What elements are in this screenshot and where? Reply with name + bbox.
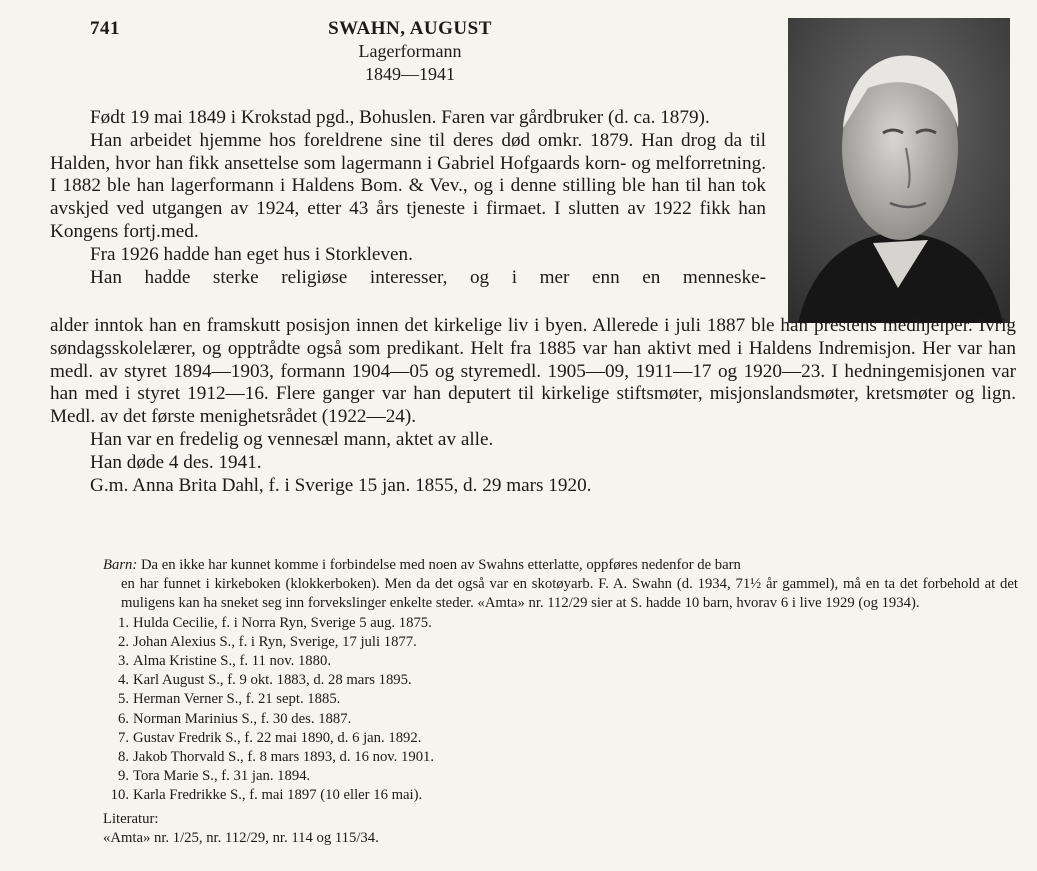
paragraph-religion: alder inntok han en framskutt posisjon innen det kirkelige liv i byen. Allerede i juli 1887 ble han prestens medhjelper. Ivrig søndagsskolelærer, og opptrådte også som predikant. Helt fra 1885 var han aktivt med i Haldens Indremisjon. Her var han medl. av styret 1894—1903, formann 1904—05 og styremedl. 1905—09, 1911—17 og 1920—23. I hedningemisjonen var han med i styret 1912—16. Flere ganger var han deputert til kirkelige stiftsmøter, misjonslandsmøter, kretsmøter og lign. Medl. av det første menighetsrådet (1922—24). bbox=[50, 315, 1016, 428]
list-item-number: 6. bbox=[117, 710, 129, 727]
list-item-number: 8. bbox=[117, 749, 129, 766]
biography-upper bbox=[50, 107, 766, 289]
list-item-text: Karl August S., f. 9 okt. 1883, d. 28 mars 1895. bbox=[133, 672, 412, 689]
paragraph-character: Han var en fredelig og vennesæl mann, aktet av alle. bbox=[90, 428, 494, 450]
list-item bbox=[103, 614, 1018, 633]
paragraph-death: Han døde 4 des. 1941. bbox=[90, 451, 262, 473]
list-item-text: Karla Fredrikke S., f. mai 1897 (10 eller 16 mai). bbox=[133, 787, 423, 804]
list-item-text: Johan Alexius S., f. i Ryn, Sverige, 17 juli 1877. bbox=[133, 633, 417, 650]
person-name: SWAHN, AUGUST bbox=[328, 18, 492, 39]
list-item-number: 1. bbox=[117, 614, 129, 631]
list-item-text: Alma Kristine S., f. 11 nov. 1880. bbox=[133, 653, 331, 670]
life-years: 1849—1941 bbox=[365, 64, 455, 84]
list-item-text: Gustav Fredrik S., f. 22 mai 1890, d. 6 jan. 1892. bbox=[133, 729, 422, 746]
paragraph-house: Fra 1926 hadde han eget hus i Storkleven. bbox=[90, 243, 413, 265]
barn-label: Barn: bbox=[103, 557, 138, 573]
barn-note-rest: en har funnet i kirkeboken (klokkerboken). Men da det også var en skotøyarb. F. A. Swahn (d. 1934, 71½ år gammel), må en ta det forbehold at det muligens kan ha sneket seg inn forvekslinger enkelte steder. «Amta» nr. 112/29 sier at S. hadde 10 barn, hvorav 6 i live 1929 (og 1934). bbox=[121, 576, 1018, 612]
children-list bbox=[103, 614, 1018, 806]
list-item-number: 2. bbox=[117, 633, 129, 650]
list-item-number: 4. bbox=[117, 672, 129, 689]
occupation: Lagerformann bbox=[358, 41, 462, 61]
list-item bbox=[103, 652, 1018, 671]
list-item-text: Hulda Cecilie, f. i Norra Ryn, Sverige 5 aug. 1875. bbox=[133, 614, 432, 631]
list-item bbox=[103, 671, 1018, 690]
biography-lower bbox=[50, 315, 1016, 497]
list-item-number: 10. bbox=[110, 787, 129, 804]
list-item bbox=[103, 748, 1018, 767]
paragraph-career: Han arbeidet hjemme hos foreldrene sine til deres død omkr. 1879. Han drog da til Halden, hvor han fikk ansettelse som lagermann i Gabriel Hofgaards korn- og melforretning. I 1882 ble han lagerformann i Haldens Bom. & Vev., og i denne stilling ble han til han tok avskjed ved utgangen av 1924, etter 43 års tjeneste i firmaet. I slutten av 1922 fikk han Kongens fortj.med. bbox=[50, 129, 766, 242]
list-item bbox=[103, 710, 1018, 729]
list-item-text: Jakob Thorvald S., f. 8 mars 1893, d. 16 nov. 1901. bbox=[133, 749, 435, 766]
list-item-text: Herman Verner S., f. 21 sept. 1885. bbox=[133, 691, 341, 708]
literature-label: Literatur: bbox=[103, 810, 159, 827]
list-item-number: 9. bbox=[117, 768, 129, 785]
entry-number: 741 bbox=[90, 18, 120, 39]
list-item-text: Tora Marie S., f. 31 jan. 1894. bbox=[133, 768, 311, 785]
list-item bbox=[103, 786, 1018, 805]
list-item bbox=[103, 690, 1018, 709]
list-item-text: Norman Marinius S., f. 30 des. 1887. bbox=[133, 710, 352, 727]
literature-text: «Amta» nr. 1/25, nr. 112/29, nr. 114 og 115/34. bbox=[103, 829, 379, 846]
entry-header bbox=[300, 18, 520, 85]
list-item bbox=[103, 767, 1018, 786]
paragraph-marriage: G.m. Anna Brita Dahl, f. i Sverige 15 jan. 1855, d. 29 mars 1920. bbox=[90, 474, 592, 496]
children-section bbox=[103, 556, 1018, 848]
list-item-number: 3. bbox=[117, 653, 129, 670]
paragraph-religion-start: Han hadde sterke religiøse interesser, og i mer enn en menneske- bbox=[90, 266, 766, 288]
list-item-number: 7. bbox=[117, 729, 129, 746]
list-item bbox=[103, 729, 1018, 748]
list-item bbox=[103, 633, 1018, 652]
barn-note-first-line: Da en ikke har kunnet komme i forbindelse med noen av Swahns etterlatte, oppføres nedenfor de barn bbox=[140, 557, 741, 573]
list-item-number: 5. bbox=[117, 691, 129, 708]
portrait-photo-icon bbox=[788, 18, 1010, 323]
paragraph-birth: Født 19 mai 1849 i Krokstad pgd., Bohuslen. Faren var gårdbruker (d. ca. 1879). bbox=[90, 107, 710, 128]
barn-note bbox=[103, 556, 1018, 614]
